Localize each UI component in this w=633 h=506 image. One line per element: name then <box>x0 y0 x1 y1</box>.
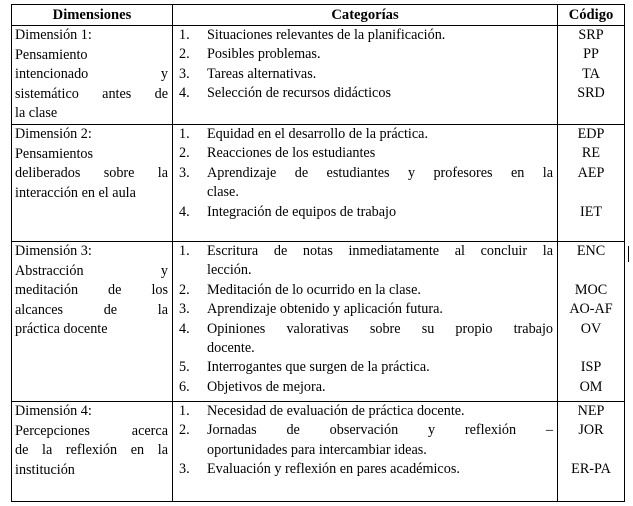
category-line: Evaluación y reflexión en pares académicos. <box>207 461 460 478</box>
category-number: 2. <box>179 145 190 162</box>
code-cell <box>558 242 625 402</box>
category-number: 5. <box>179 359 190 376</box>
category-text <box>207 26 553 45</box>
category-code: JOR <box>578 422 604 439</box>
category-code: RE <box>581 145 601 162</box>
category-item <box>179 164 553 203</box>
category-text <box>207 242 553 281</box>
category-code: ER-PA <box>571 461 611 478</box>
category-number: 3. <box>179 65 190 82</box>
category-line: Escritura de notas inmediatamente al concluir la <box>207 243 553 259</box>
category-code: SRD <box>577 85 605 102</box>
category-text <box>207 125 553 144</box>
category-text <box>207 421 553 460</box>
category-number: 2. <box>179 46 190 63</box>
category-line: clase. <box>207 184 239 201</box>
category-line: Opiniones valorativas sobre su propio trabajo <box>207 320 553 337</box>
category-code: SRP <box>578 27 604 43</box>
category-item <box>179 378 553 397</box>
category-line: Posibles problemas. <box>207 46 321 63</box>
dimension-line: de la reflexión en la <box>15 442 168 459</box>
category-item <box>179 203 553 222</box>
category-code: AO-AF <box>569 301 613 318</box>
category-item <box>179 300 553 319</box>
category-item <box>179 320 553 359</box>
category-text <box>207 460 553 479</box>
category-line: Necesidad de evaluación de práctica docente. <box>207 403 465 419</box>
category-line: Integración de equipos de trabajo <box>207 203 397 220</box>
header-dimensiones: Dimensiones <box>12 5 173 26</box>
category-item <box>179 45 553 64</box>
dimension-line: Percepciones acerca <box>15 422 168 439</box>
category-item <box>179 242 553 281</box>
category-number: 1. <box>179 403 190 419</box>
table-row <box>12 26 625 125</box>
dimension-line: deliberados sobre la <box>15 165 168 182</box>
category-line: oportunidades para intercambiar ideas. <box>207 441 427 458</box>
category-number: 1. <box>179 27 190 43</box>
dimension-line: Pensamientos <box>15 145 94 162</box>
category-line: Equidad en el desarrollo de la práctica. <box>207 126 428 142</box>
category-code: NEP <box>577 403 605 419</box>
category-text <box>207 45 553 64</box>
table-row <box>12 125 625 242</box>
category-line: Selección de recursos didácticos <box>207 85 391 102</box>
dimension-line: sistemático antes de <box>15 85 168 102</box>
category-text <box>207 144 553 163</box>
category-code: ISP <box>580 359 602 376</box>
category-code: EDP <box>577 126 605 142</box>
table-row <box>12 242 625 402</box>
category-text <box>207 281 553 300</box>
category-number: 6. <box>179 378 190 395</box>
category-item <box>179 125 553 144</box>
category-text <box>207 65 553 84</box>
code-cell <box>558 26 625 125</box>
categories-cell <box>173 26 558 125</box>
header-codigo: Código <box>558 5 625 26</box>
categories-cell <box>173 402 558 502</box>
dimension-cell <box>12 242 173 402</box>
dimension-line: institución <box>15 461 75 478</box>
category-item <box>179 144 553 163</box>
dimension-line: Abstracción y <box>15 262 168 279</box>
category-line: Reacciones de los estudiantes <box>207 145 376 162</box>
dimension-line: alcances de la <box>15 301 168 318</box>
category-text <box>207 320 553 359</box>
category-number: 2. <box>179 422 190 439</box>
dimension-line: Dimensión 3: <box>15 243 92 259</box>
code-cell <box>558 402 625 502</box>
category-line: docente. <box>207 340 255 357</box>
dimension-cell <box>12 26 173 125</box>
category-number: 3. <box>179 301 190 318</box>
category-item <box>179 26 553 45</box>
category-number: 4. <box>179 85 190 102</box>
dimension-line: Dimensión 4: <box>15 403 92 419</box>
category-code: OM <box>579 378 603 395</box>
category-number: 3. <box>179 164 190 181</box>
dimensions-table <box>11 4 625 502</box>
category-line: Aprendizaje de estudiantes y profesores en la <box>207 164 553 181</box>
dimension-line: la clase <box>15 105 58 122</box>
category-line: Situaciones relevantes de la planificación. <box>207 27 446 43</box>
category-code: AEP <box>577 164 605 181</box>
dimension-line: intencionado y <box>15 66 168 83</box>
category-text <box>207 358 553 377</box>
category-text <box>207 378 553 397</box>
category-code: PP <box>583 46 599 63</box>
dimension-line: Dimensión 2: <box>15 126 92 142</box>
category-number: 2. <box>179 281 190 298</box>
category-line: Meditación de lo ocurrido en la clase. <box>207 281 421 298</box>
category-item <box>179 358 553 377</box>
category-code: MOC <box>574 281 608 298</box>
category-line: Tareas alternativas. <box>207 65 317 82</box>
dimension-line: meditación de los <box>15 282 168 299</box>
category-text <box>207 402 553 421</box>
category-number: 1. <box>179 126 190 142</box>
categories-cell <box>173 242 558 402</box>
category-item <box>179 281 553 300</box>
category-text <box>207 300 553 319</box>
category-number: 4. <box>179 203 190 220</box>
header-row <box>12 5 625 26</box>
category-text <box>207 203 553 222</box>
dimension-cell <box>12 125 173 242</box>
category-number: 1. <box>179 243 190 259</box>
category-text <box>207 164 553 203</box>
dimension-line: interacción en el aula <box>15 184 136 201</box>
category-code: ENC <box>576 243 606 259</box>
category-text <box>207 84 553 103</box>
category-line: lección. <box>207 262 252 279</box>
table-row <box>12 402 625 502</box>
categories-cell <box>173 125 558 242</box>
category-code: IET <box>579 203 603 220</box>
category-item <box>179 402 553 421</box>
category-item <box>179 84 553 103</box>
category-line: Interrogantes que surgen de la práctica. <box>207 359 430 376</box>
category-item <box>179 460 553 479</box>
category-item <box>179 65 553 84</box>
table-body <box>12 26 625 502</box>
dimension-line: Dimensión 1: <box>15 27 92 43</box>
header-categorias: Categorías <box>173 5 558 26</box>
dimension-line: práctica docente <box>15 321 108 338</box>
category-line: Objetivos de mejora. <box>207 378 326 395</box>
category-item <box>179 421 553 460</box>
category-line: Aprendizaje obtenido y aplicación futura. <box>207 301 443 318</box>
category-code: OV <box>580 320 602 337</box>
category-line: Jornadas de observación y reflexión – <box>207 422 553 439</box>
category-code: TA <box>582 65 600 82</box>
category-number: 4. <box>179 320 190 337</box>
dimension-cell <box>12 402 173 502</box>
code-cell <box>558 125 625 242</box>
category-number: 3. <box>179 461 190 478</box>
margin-mark <box>628 246 629 262</box>
dimension-line: Pensamiento <box>15 46 88 63</box>
